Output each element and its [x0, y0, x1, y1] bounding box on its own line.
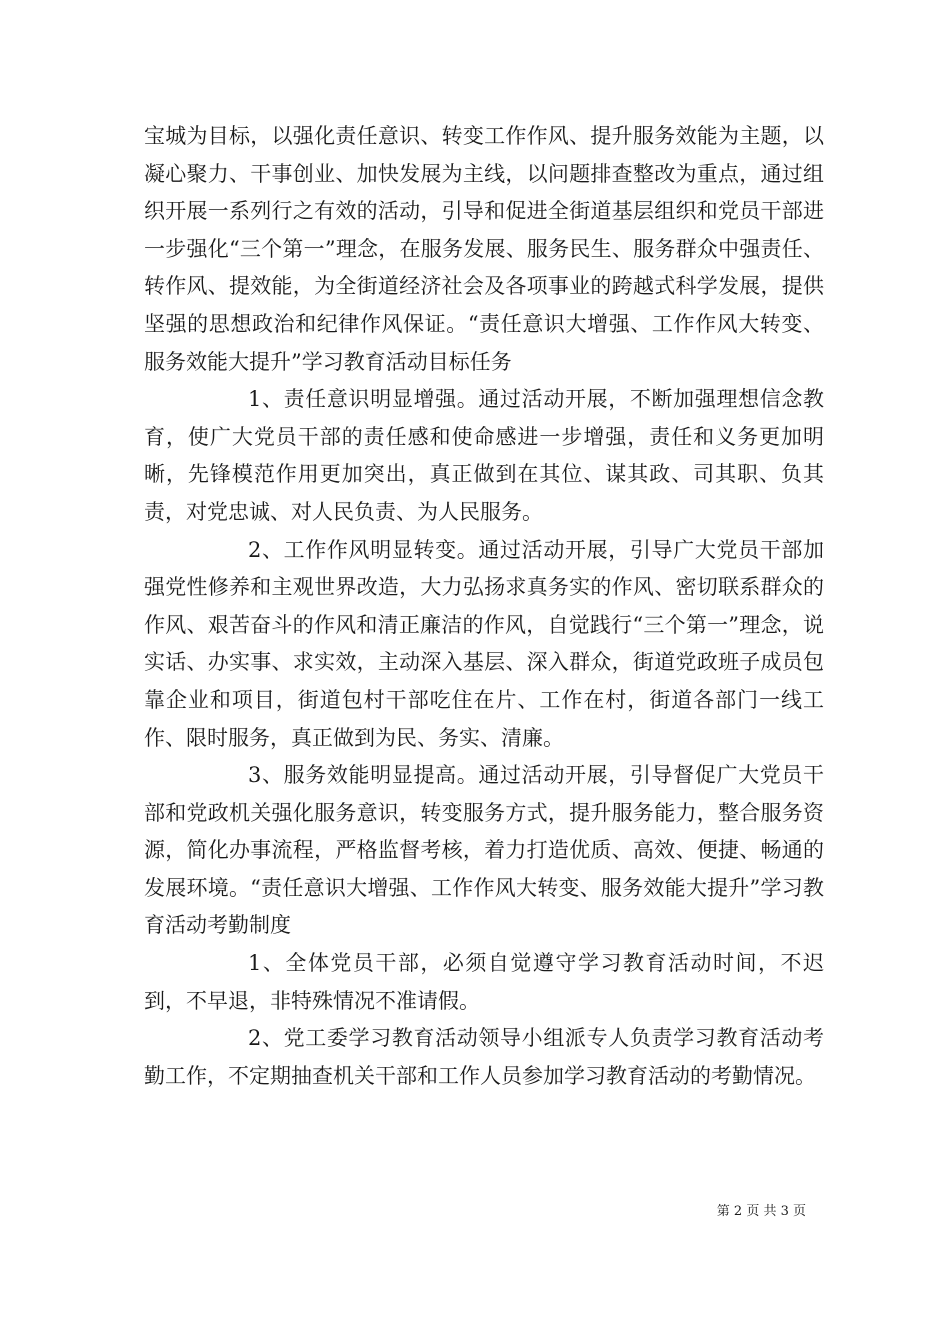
paragraph-intro: 宝城为目标，以强化责任意识、转变工作作风、提升服务效能为主题，以凝心聚力、干事创业、加快发展为主线，以问题排查整改为重点，通过组织开展一系列行之有效的活动，引导和促进全街道基层组织和党员干部进一步强化“三个第一”理念，在服务发展、服务民生、服务群众中强责任、转作风、提效能，为全街道经济社会及各项事业的跨越式科学发展，提供坚强的思想政治和纪律作风保证。“责任意识大增强、工作作风大转变、服务效能大提升”学习教育活动目标任务 — [144, 124, 824, 374]
paragraph-attendance-rule-1: 1、全体党员干部，必须自觉遵守学习教育活动时间，不迟到，不早退，非特殊情况不准请假。 — [144, 951, 824, 1013]
paragraph-service-efficiency: 3、服务效能明显提高。通过活动开展，引导督促广大党员干部和党政机关强化服务意识，转变服务方式，提升服务能力，整合服务资源，简化办事流程，严格监督考核，着力打造优质、高效、便捷、畅通的发展环境。“责任意识大增强、工作作风大转变、服务效能大提升”学习教育活动考勤制度 — [144, 763, 824, 938]
paragraph-responsibility: 1、责任意识明显增强。通过活动开展，不断加强理想信念教育，使广大党员干部的责任感和使命感进一步增强，责任和义务更加明晰，先锋模范作用更加突出，真正做到在其位、谋其政、司其职、负其责，对党忠诚、对人民负责、为人民服务。 — [144, 387, 824, 524]
paragraph-attendance-rule-2: 2、党工委学习教育活动领导小组派专人负责学习教育活动考勤工作，不定期抽查机关干部和工作人员参加学习教育活动的考勤情况。 — [144, 1026, 824, 1088]
paragraph-work-style: 2、工作作风明显转变。通过活动开展，引导广大党员干部加强党性修养和主观世界改造，大力弘扬求真务实的作风、密切联系群众的作风、艰苦奋斗的作风和清正廉洁的作风，自觉践行“三个第一”理念，说实话、办实事、求实效，主动深入基层、深入群众，街道党政班子成员包靠企业和项目，街道包村干部吃住在片、工作在村，街道各部门一线工作、限时服务，真正做到为民、务实、清廉。 — [144, 537, 824, 750]
page-number: 第 2 页 共 3 页 — [716, 1204, 806, 1219]
document-body — [144, 118, 824, 1095]
